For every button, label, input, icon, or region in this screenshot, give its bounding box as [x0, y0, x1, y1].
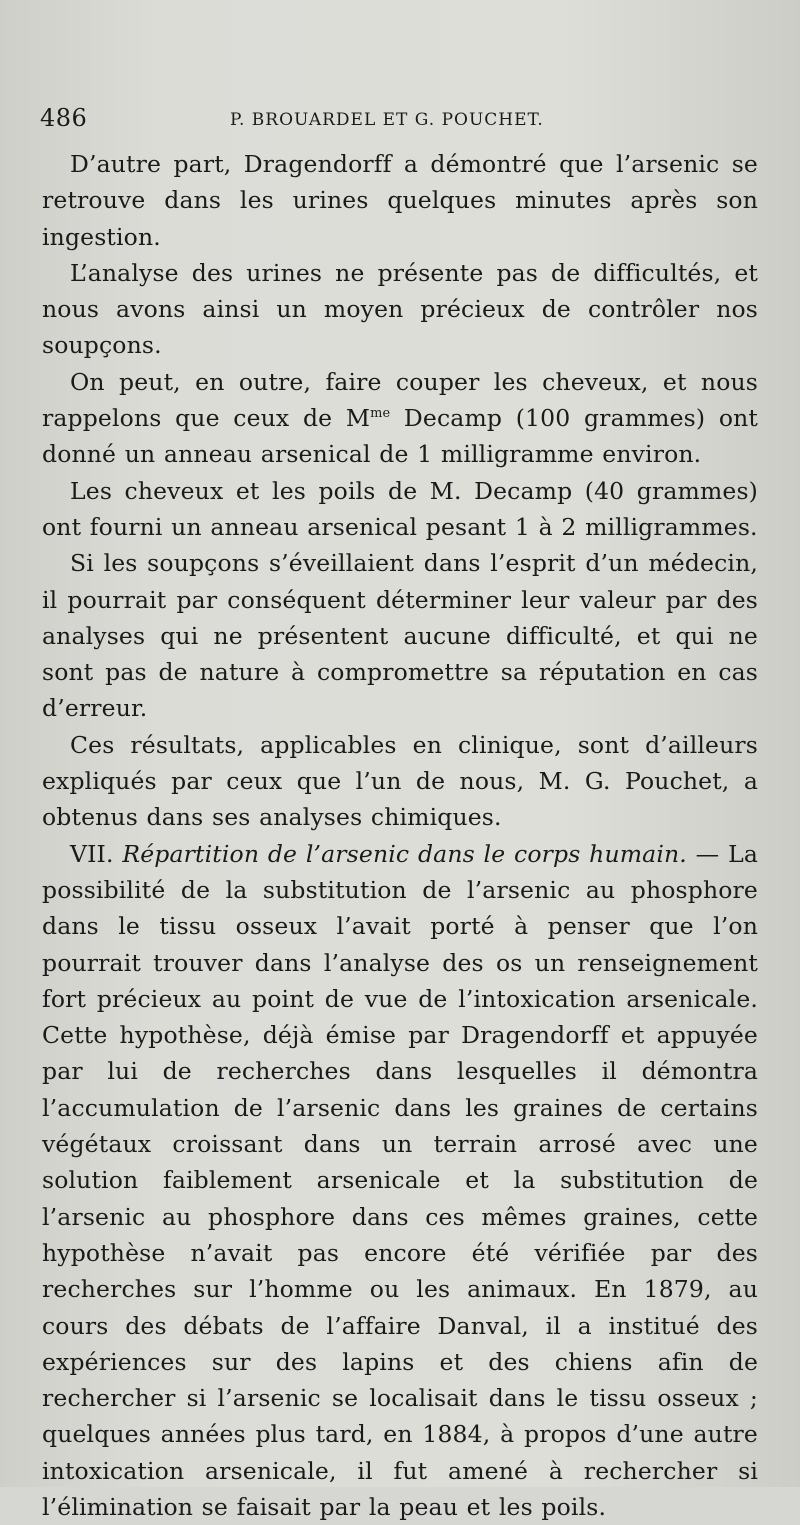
paragraph-hair-cutting-before: On peut, en outre, faire couper les cheveux, et nous rappelons que ceux de M — [42, 367, 758, 433]
body-text — [42, 146, 758, 1525]
paragraph-section-vii — [42, 836, 758, 1525]
page-number: 486 — [40, 104, 88, 132]
paragraph-arsenic-urine: D’autre part, Dragendorff a démontré que l’arsenic se retrouve dans les urines quelques minutes après son ingestion. — [42, 150, 758, 251]
section-title: Répartition de l’arsenic dans le corps humain. — [122, 839, 687, 868]
section-number: VII. — [70, 839, 123, 868]
running-head: P. BROUARDEL ET G. POUCHET. — [230, 110, 544, 130]
paragraph-hair-cutting — [42, 364, 758, 473]
paragraph-results: Ces résultats, applicables en clinique, sont d’ailleurs expliqués par ceux que l’un de nous, M. G. Pouchet, a obtenus dans ses analyses chimiques. — [42, 730, 758, 832]
paragraph-hair-cutting-after: Decamp (100 grammes) ont donné un anneau arsenical de 1 milligramme environ. — [42, 404, 758, 469]
paragraph-decamp-hair: Les cheveux et les poils de M. Decamp (40 grammes) ont fourni un anneau arsenical pesant 1 à 2 milligrammes. — [42, 476, 758, 541]
paragraph-urine-analysis: L’analyse des urines ne présente pas de difficultés, et nous avons ainsi un moyen précieux de contrôler nos soupçons. — [42, 258, 758, 360]
section-body: — La possibilité de la substitution de l’arsenic au phosphore dans le tissu osseux l’avait porté à penser que l’on pourrait trouver dans l’analyse des os un renseignement fort précieux au point de vue de l’intoxication arsenicale. Cette hypothèse, déjà émise par Dragendorff et appuyée par lui de recherches dans lesquelles il démontra l’accumulation de l’arsenic dans les graines de certains végétaux croissant dans un terrain arrosé avec une solution faiblement arsenicale et la substitution de l’arsenic au phosphore dans ces mêmes graines, cette hypothèse n’avait pas encore été vérifiée par des recherches sur l’homme ou les animaux. En 1879, au cours des débats de l’affaire Danval, il a institué des expériences sur des lapins et des chiens afin de rechercher si l’arsenic se localisait dans le tissu osseux ; quelques années plus tard, en 1884, à propos d’une autre intoxication arsenicale, il fut amené à rechercher si l’élimination se faisait par la peau et les poils. — [42, 839, 758, 1521]
page-header — [40, 104, 748, 144]
paragraph-suspicions: Si les soupçons s’éveillaient dans l’esprit d’un médecin, il pourrait par conséquent déterminer leur valeur par des analyses qui ne présentent aucune difficulté, et qui ne sont pas de nature à compromettre sa réputation en cas d’erreur. — [42, 549, 758, 723]
superscript-me: me — [370, 406, 391, 422]
